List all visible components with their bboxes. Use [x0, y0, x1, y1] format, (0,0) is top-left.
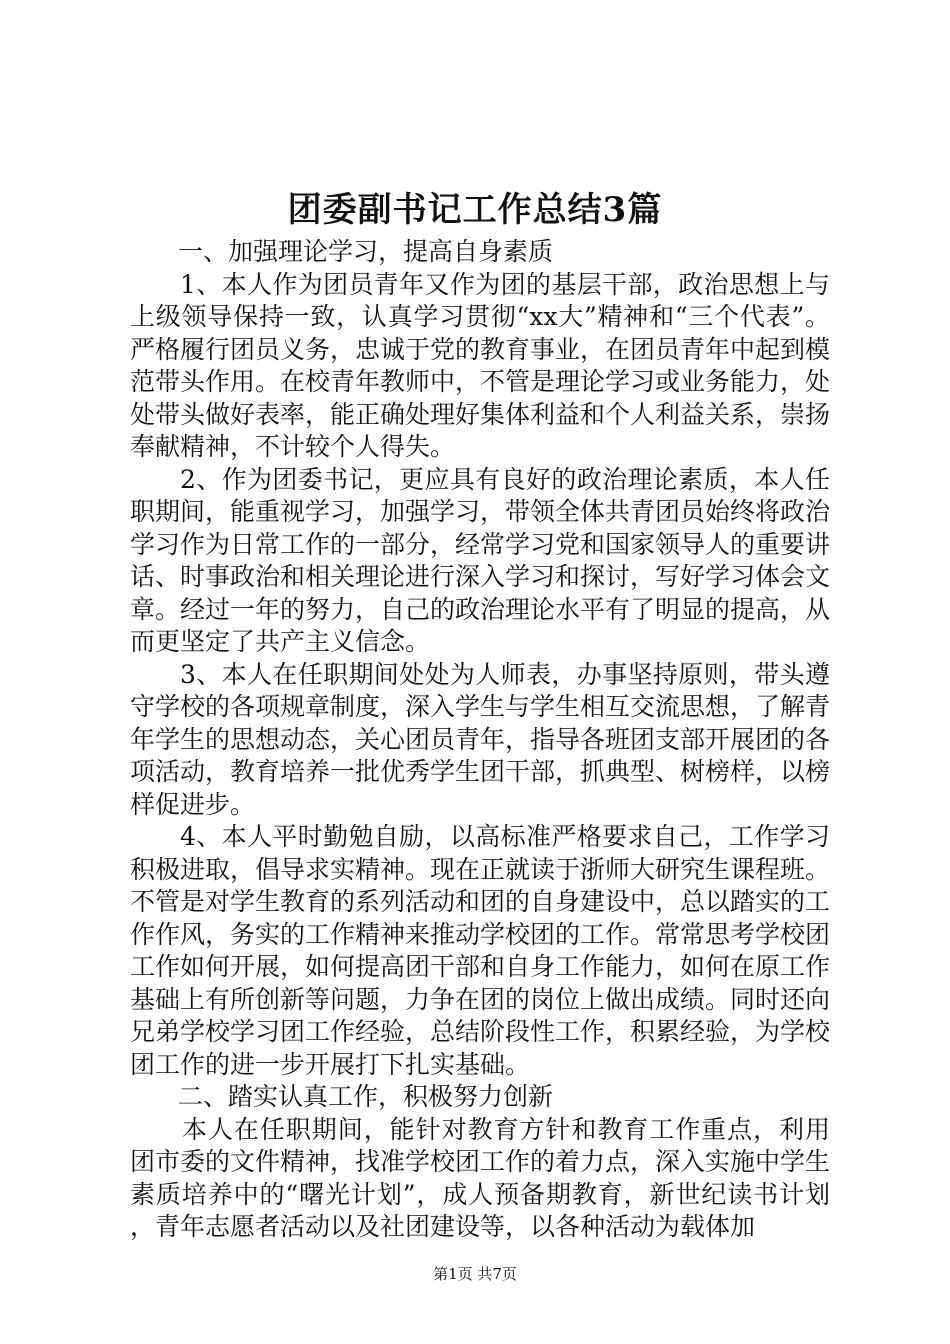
paragraph-5: 本人在任职期间，能针对教育方针和教育工作重点，利用团市委的文件精神，找准学校团工作的着力点，深入实施中学生素质培养中的“曙光计划”，成人预备期教育，新世纪读书计划，青年志愿者活动以及社团建设等，以各种活动为载体加 [130, 1114, 831, 1241]
paragraph-1: 1、本人作为团员青年又作为团的基层干部，政治思想上与上级领导保持一致，认真学习贯彻“xx大”精神和“三个代表”。严格履行团员义务，忠诚于党的教育事业，在团员青年中起到模范带头作用。在校青年教师中，不管是理论学习或业务能力，处处带头做好表率，能正确处理好集体利益和个人利益关系，崇扬奉献精神，不计较个人得失。 [130, 269, 831, 461]
section-heading-1: 一、加强理论学习，提高自身素质 [178, 237, 554, 266]
paragraph-2: 2、作为团委书记，更应具有良好的政治理论素质，本人任职期间，能重视学习，加强学习，带领全体共青团员始终将政治学习作为日常工作的一部分，经常学习党和国家领导人的重要讲话、时事政治和相关理论进行深入学习和探讨，写好学习体会文章。经过一年的努力，自己的政治理论水平有了明显的提高，从而更坚定了共产主义信念。 [130, 464, 831, 656]
document-title: 团委副书记工作总结3篇 [287, 190, 663, 230]
section-heading-2: 二、踏实认真工作，积极努力创新 [178, 1082, 554, 1111]
page-footer: 第1页 共7页 [433, 1265, 517, 1283]
paragraph-3: 3、本人在任职期间处处为人师表，办事坚持原则，带头遵守学校的各项规章制度，深入学生与学生相互交流思想，了解青年学生的思想动态，关心团员青年，指导各班团支部开展团的各项活动，教育培养一批优秀学生团干部，抓典型、树榜样，以榜样促进步。 [130, 659, 831, 819]
document-body [130, 236, 830, 1244]
paragraph-4: 4、本人平时勤勉自励，以高标准严格要求自己，工作学习积极进取，倡导求实精神。现在正就读于浙师大研究生课程班。不管是对学生教育的系列活动和团的自身建设中，总以踏实的工作作风，务实的工作精神来推动学校团的工作。常常思考学校团工作如何开展，如何提高团干部和自身工作能力，如何在原工作基础上有所创新等问题，力争在团的岗位上做出成绩。同时还向兄弟学校学习团工作经验，总结阶段性工作，积累经验，为学校团工作的进一步开展打下扎实基础。 [130, 822, 831, 1079]
